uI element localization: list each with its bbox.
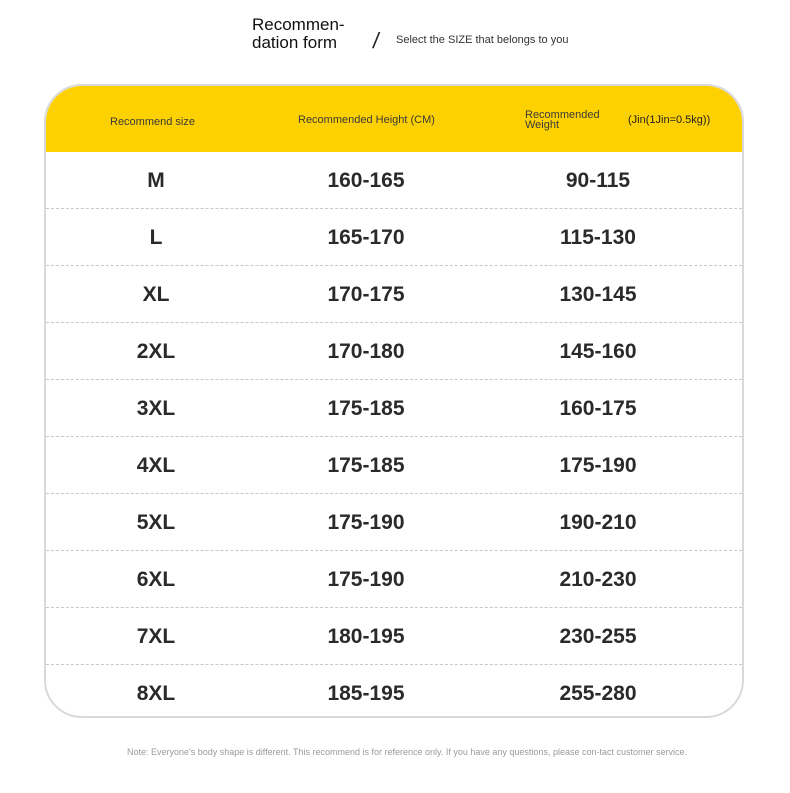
size-cell: 3XL bbox=[136, 397, 176, 420]
table-row bbox=[46, 266, 742, 323]
column-header-weight-unit: (Jin(1Jin=0.5kg)) bbox=[628, 114, 711, 126]
height-cell: 170-180 bbox=[327, 340, 405, 363]
height-cell: 170-175 bbox=[327, 283, 405, 306]
page-title-line-2: dation form bbox=[252, 33, 338, 52]
page-subtitle: Select the SIZE that belongs to you bbox=[396, 34, 569, 46]
weight-cell: 145-160 bbox=[559, 340, 637, 363]
table-row bbox=[46, 437, 742, 494]
size-cell: L bbox=[149, 226, 163, 249]
size-cell: 2XL bbox=[136, 340, 176, 363]
height-cell: 175-185 bbox=[327, 397, 405, 420]
table-row bbox=[46, 494, 742, 551]
size-cell: 7XL bbox=[136, 625, 176, 648]
table-row bbox=[46, 608, 742, 665]
weight-cell: 160-175 bbox=[559, 397, 637, 420]
weight-cell: 90-115 bbox=[565, 169, 631, 192]
height-cell: 185-195 bbox=[327, 682, 405, 705]
table-row bbox=[46, 380, 742, 437]
weight-cell: 210-230 bbox=[559, 568, 637, 591]
size-cell: XL bbox=[142, 283, 170, 306]
column-header-height: Recommended Height (CM) bbox=[298, 114, 435, 126]
weight-cell: 230-255 bbox=[559, 625, 637, 648]
size-chart-table bbox=[44, 84, 744, 718]
weight-cell: 115-130 bbox=[560, 226, 636, 249]
title-separator: / bbox=[371, 28, 381, 53]
table-row bbox=[46, 209, 742, 266]
page-title-line-1: Recommen- bbox=[252, 15, 345, 34]
height-cell: 175-185 bbox=[327, 454, 405, 477]
weight-cell: 255-280 bbox=[559, 682, 637, 705]
column-header-size: Recommend size bbox=[110, 116, 195, 128]
table-row bbox=[46, 551, 742, 608]
height-cell: 180-195 bbox=[327, 625, 405, 648]
size-cell: M bbox=[147, 169, 165, 192]
height-cell: 175-190 bbox=[327, 568, 405, 591]
table-row bbox=[46, 665, 742, 718]
height-cell: 160-165 bbox=[327, 169, 405, 192]
size-cell: 8XL bbox=[136, 682, 176, 705]
height-cell: 175-190 bbox=[327, 511, 405, 534]
disclaimer-note: Note: Everyone's body shape is different. This recommend is for reference only. If you have any questions, please con-tact customer service. bbox=[127, 747, 687, 757]
size-cell: 4XL bbox=[136, 454, 176, 477]
table-body bbox=[46, 152, 742, 718]
size-cell: 5XL bbox=[136, 511, 176, 534]
table-row bbox=[46, 152, 742, 209]
size-cell: 6XL bbox=[136, 568, 176, 591]
page-title bbox=[252, 16, 345, 52]
column-header-weight: Recommended Weight bbox=[525, 109, 600, 131]
weight-cell: 190-210 bbox=[559, 511, 637, 534]
table-row bbox=[46, 323, 742, 380]
weight-cell: 175-190 bbox=[559, 454, 637, 477]
height-cell: 165-170 bbox=[327, 226, 405, 249]
weight-cell: 130-145 bbox=[559, 283, 637, 306]
table-header-band bbox=[46, 86, 742, 152]
